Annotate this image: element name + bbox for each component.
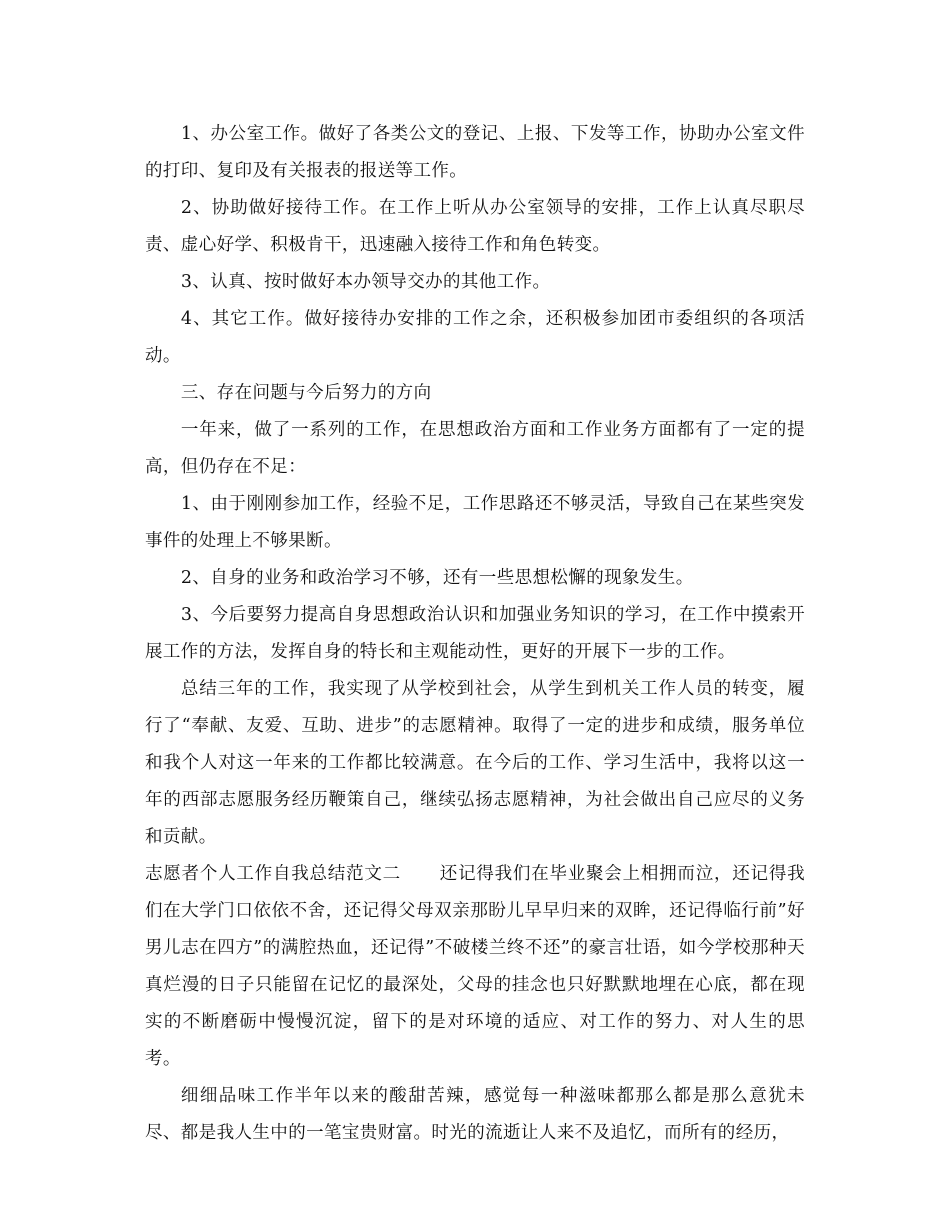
section-title: 志愿者个人工作自我总结范文二 xyxy=(145,864,401,884)
paragraph-office-work: 1、办公室工作。做好了各类公文的登记、上报、下发等工作，协助办公室文件的打印、复印及有关报表的报送等工作。 xyxy=(145,124,805,181)
paragraph-other-work: 4、其它工作。做好接待办安排的工作之余，还积极参加团市委组织的各项活动。 xyxy=(145,309,805,366)
paragraph-problem-3: 3、今后要努力提高自身思想政治认识和加强业务知识的学习，在工作中摸索开展工作的方法，发挥自身的特长和主观能动性，更好的开展下一步的工作。 xyxy=(145,605,805,662)
section-body: 还记得我们在毕业聚会上相拥而泣，还记得我们在大学门口依依不舍，还记得父母双亲那盼儿早早归来的双眸，还记得临行前”好男儿志在四方”的满腔热血，还记得”不破楼兰终不还”的豪言壮语，如今学校那种天真烂漫的日子只能留在记忆的最深处，父母的挂念也只好默默地埋在心底，都在现实的不断磨砺中慢慢沉淀，留下的是对环境的适应、对工作的努力、对人生的思考。 xyxy=(145,864,806,1069)
section-heading-problems: 三、存在问题与今后努力的方向 xyxy=(180,383,432,403)
paragraph-problem-1: 1、由于刚刚参加工作，经验不足，工作思路还不够灵活，导致自己在某些突发事件的处理上不够果断。 xyxy=(145,494,805,551)
paragraph-problem-2: 2、自身的业务和政治学习不够，还有一些思想松懈的现象发生。 xyxy=(180,568,694,588)
paragraph-reflection: 细细品味工作半年以来的酸甜苦辣，感觉每一种滋味都那么都是那么意犹未尽、都是我人生中的一笔宝贵财富。时光的流逝让人来不及追忆，而所有的经历， xyxy=(145,1086,805,1143)
paragraph-year-summary: 一年来，做了一系列的工作，在思想政治方面和工作业务方面都有了一定的提高，但仍存在不足： xyxy=(145,420,805,477)
paragraph-section-two xyxy=(145,856,805,1078)
paragraph-three-year-summary: 总结三年的工作，我实现了从学校到社会，从学生到机关工作人员的转变，履行了“奉献、友爱、互助、进步”的志愿精神。取得了一定的进步和成绩，服务单位和我个人对这一年来的工作都比较满意。在今后的工作、学习生活中，我将以这一年的西部志愿服务经历鞭策自己，继续弘扬志愿精神，为社会做出自己应尽的义务和贡献。 xyxy=(145,679,805,847)
paragraph-reception-work: 2、协助做好接待工作。在工作上听从办公室领导的安排，工作上认真尽职尽责、虚心好学、积极肯干，迅速融入接待工作和角色转变。 xyxy=(145,198,805,255)
paragraph-other-duties: 3、认真、按时做好本办领导交办的其他工作。 xyxy=(180,272,551,292)
document-body xyxy=(145,116,805,1152)
